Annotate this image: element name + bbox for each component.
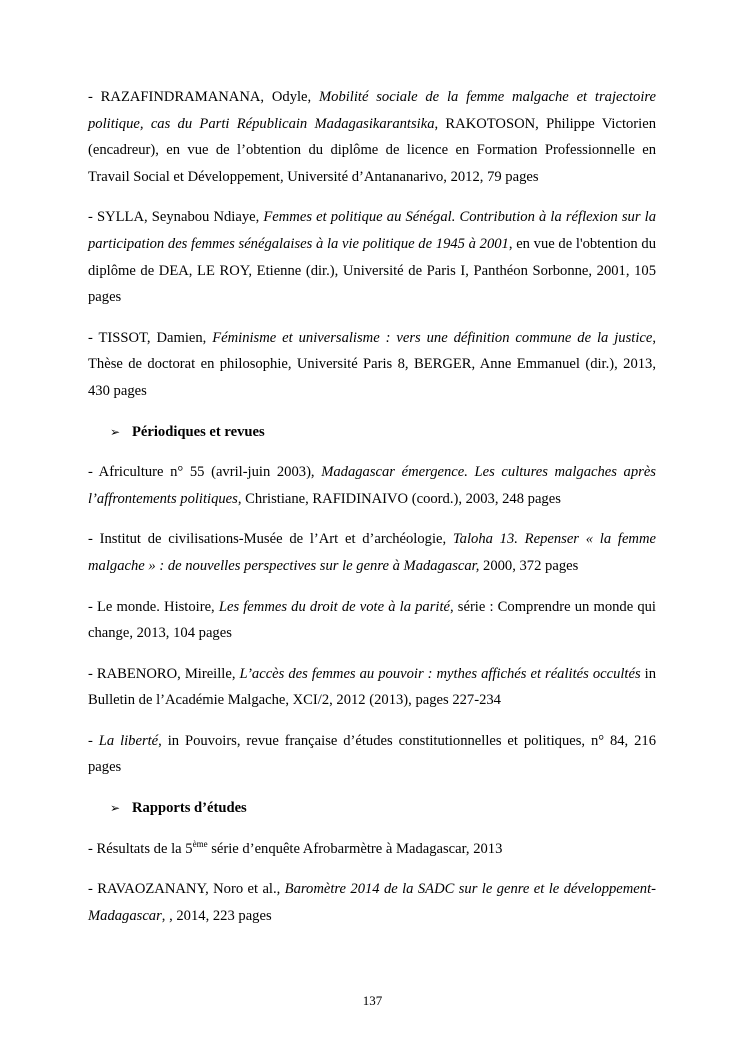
entry-author: - RAVAOZANANY, Noro et al., [88, 881, 285, 898]
entry-details: , in Pouvoirs, revue française d’études constitutionnelles et politiques, n° 84, 216 pages [88, 732, 656, 776]
entry-title: Les femmes du droit de vote à la parité [218, 598, 450, 615]
arrow-bullet-icon: ➢ [110, 424, 121, 439]
entry-author: - RABENORO, Mireille, [88, 665, 240, 682]
entry-details: , en vue de l'obtention du diplôme de DEA, LE ROY, Etienne (dir.), Université de Paris I, Panthéon Sorbonne, 2001, 105 pages [88, 235, 656, 306]
entry-details: , Christiane, RAFIDINAIVO (coord.), 2003, 248 pages [237, 490, 561, 507]
bibliography-entry [88, 84, 656, 190]
section-heading-label: Périodiques et revues [132, 423, 265, 440]
entry-author: - Le monde. Histoire, [88, 598, 219, 615]
bibliography-entry [88, 526, 656, 579]
entry-text: série d’enquête Afrobarmètre à Madagascar, 2013 [207, 840, 503, 857]
bibliography-entry [88, 325, 656, 405]
entry-details: , RAKOTOSON, Philippe Victorien (encadreur), en vue de l’obtention du diplôme de licence en Formation Professionnelle en Travail Social et Développement, Université d’Antananarivo, 2012, 79 pages [88, 115, 656, 185]
entry-author: - Africulture n° 55 (avril-juin 2003), [88, 464, 322, 481]
bibliography-entry [88, 876, 656, 929]
entry-details: 2000, 372 pages [479, 557, 579, 574]
bibliography-entry [88, 594, 656, 647]
bibliography-entry [88, 728, 656, 781]
entry-author: - TISSOT, Damien, [88, 329, 213, 346]
section-heading-label: Rapports d’études [132, 800, 247, 817]
entry-title: Madagascar émergence. Les cultures malgaches après l’affrontements politiques [88, 464, 656, 507]
bibliography-entry [88, 836, 656, 863]
entry-author: - SYLLA, Seynabou Ndiaye, [88, 209, 264, 226]
bibliography-entry [88, 459, 656, 512]
bibliography-entry [88, 204, 656, 310]
ordinal-superscript: ème [192, 838, 208, 849]
entry-title: Mobilité sociale de la femme malgache et trajectoire politique, cas du Parti Républicain Madagasikarantsika [88, 89, 656, 132]
entry-author: - [88, 732, 99, 749]
arrow-bullet-icon: ➢ [110, 801, 121, 816]
entry-details: in Bulletin de l’Académie Malgache, XCI/2, 2012 (2013), pages 227-234 [88, 665, 657, 709]
page-number: 137 [362, 993, 383, 1008]
entry-title: Baromètre 2014 de la SADC sur le genre et le développement-Madagascar [88, 881, 656, 924]
entry-title: Taloha 13. Repenser « la femme malgache » : de nouvelles perspectives sur le genre à Madagascar, [88, 531, 656, 574]
entry-details: , , 2014, 223 pages [161, 907, 272, 924]
entry-text: - Résultats de la 5 [88, 840, 193, 857]
entry-title: La liberté [98, 732, 159, 749]
entry-title: Femmes et politique au Sénégal. Contribution à la réflexion sur la participation des femmes sénégalaises à la vie politique de 1945 à 2001 [88, 209, 656, 252]
section-heading-rapports [110, 795, 656, 822]
entry-author: - RAZAFINDRAMANANA, Odyle, [88, 89, 319, 105]
entry-author: - Institut de civilisations-Musée de l’Art et d’archéologie, [88, 531, 453, 548]
bibliography-entry [88, 661, 656, 714]
section-heading-periodiques [110, 419, 656, 446]
document-body [88, 84, 656, 943]
entry-title: L’accès des femmes au pouvoir : mythes affichés et réalités occultés [239, 665, 641, 682]
entry-title: Féminisme et universalisme : vers une définition commune de la justice [212, 329, 653, 346]
entry-details: , Thèse de doctorat en philosophie, Université Paris 8, BERGER, Anne Emmanuel (dir.), 2013, 430 pages [88, 329, 656, 399]
entry-details: , série : Comprendre un monde qui change, 2013, 104 pages [88, 598, 656, 642]
